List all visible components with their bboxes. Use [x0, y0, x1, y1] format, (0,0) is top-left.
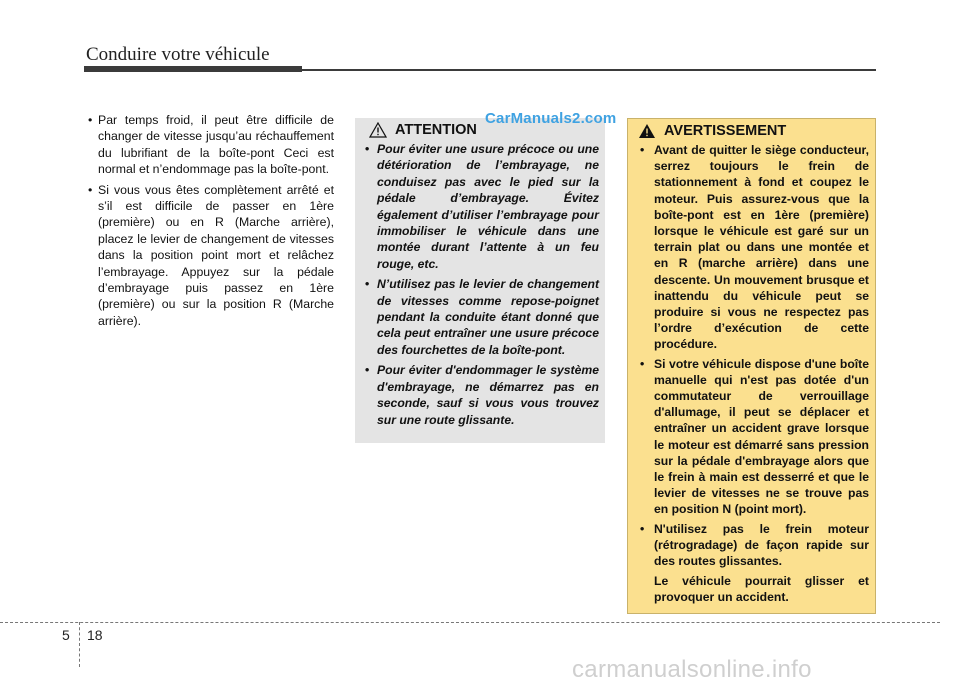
- warning-list: [634, 142, 869, 606]
- warning-item: • Si votre véhicule dispose d'une boîte manuelle qui n'est pas dotée d'un commutateur de verrouillage d'allumage, il peut se déplacer et entraîner un accident grave lorsque le moteur est démarré sans pression sur la pédale d'embrayage alors que le frein à main est desserré et que le levier de vitesses ne se trouve pas en position N (point mort).: [634, 356, 869, 518]
- page-number: 18: [87, 627, 103, 643]
- warning-item-text: N'utilisez pas le frein moteur (rétrogradage) de façon rapide sur des routes glissantes.: [654, 521, 869, 569]
- body-bullet-list: [86, 112, 334, 329]
- page-section-number: 5: [62, 627, 70, 643]
- warning-heading: [634, 123, 869, 139]
- page-header-title: Conduire votre véhicule: [86, 44, 270, 65]
- warning-item: • Avant de quitter le siège conducteur, serrez toujours le frein de stationnement à fond et coupez le moteur. Puis assurez-vous que la boîte-pont est en 1ère (première) lorsque le véhicule est garé sur un terrain plat ou dans une montée et en R (marche arrière) dans une descente. Un mouvement brusque et inattendu du véhicule peut se produire si vous ne respectez pas l’ordre d’exécution de cette procédure.: [634, 142, 869, 353]
- attention-item: • Pour éviter une usure précoce ou une détérioration de l’embrayage, ne conduisez pas avec le pied sur la pédale d’embrayage. Évitez également d’utiliser l’embrayage pour immobiliser le véhicule dans une montée durant l’attente à un feu rouge, etc.: [365, 141, 599, 272]
- body-text-column: [86, 112, 334, 333]
- warning-box: [627, 118, 876, 614]
- watermark-carmanualsonline: carmanualsonline.info: [572, 656, 812, 683]
- warning-item: [634, 521, 869, 606]
- attention-item: • N’utilisez pas le levier de changement de vitesses comme repose-poignet pendant la conduite étant donné que cela peut entraîner une usure précoce des fourchettes de la boîte-pont.: [365, 276, 599, 358]
- attention-box: [355, 118, 605, 443]
- warning-triangle-outline-icon: [369, 122, 387, 138]
- header-rule-thick: [84, 66, 302, 72]
- body-bullet-item: • Si vous vous êtes complètement arrêté et s’il est difficile de passer en 1ère (première) ou en R (Marche arrière), placez le levier de changement de vitesses dans la position point mort et relâchez l’embrayage. Appuyez sur la pédale d’embrayage puis passez en 1ère (première) ou sur la position R (Marche arrière).: [86, 182, 334, 330]
- attention-item: • Pour éviter d'endommager le système d'embrayage, ne démarrez pas en seconde, sauf si vous vous trouvez sur une route glissante.: [365, 362, 599, 428]
- footer-divider: [79, 622, 80, 667]
- warning-note: Le véhicule pourrait glisser et provoquer un accident.: [654, 574, 869, 605]
- warning-title: AVERTISSEMENT: [664, 123, 787, 139]
- body-bullet-item: • Par temps froid, il peut être difficile de changer de vitesse jusqu’au réchauffement du lubrifiant de la boîte-pont Ceci est normal et n’endommage pas la boîte-pont.: [86, 112, 334, 178]
- footer-rule: [0, 622, 940, 623]
- watermark-carmanuals2: CarManuals2.com: [485, 110, 617, 127]
- attention-list: [365, 141, 599, 428]
- attention-title: ATTENTION: [395, 122, 477, 138]
- warning-triangle-filled-icon: [638, 123, 656, 139]
- header-rule-thin: [302, 69, 876, 71]
